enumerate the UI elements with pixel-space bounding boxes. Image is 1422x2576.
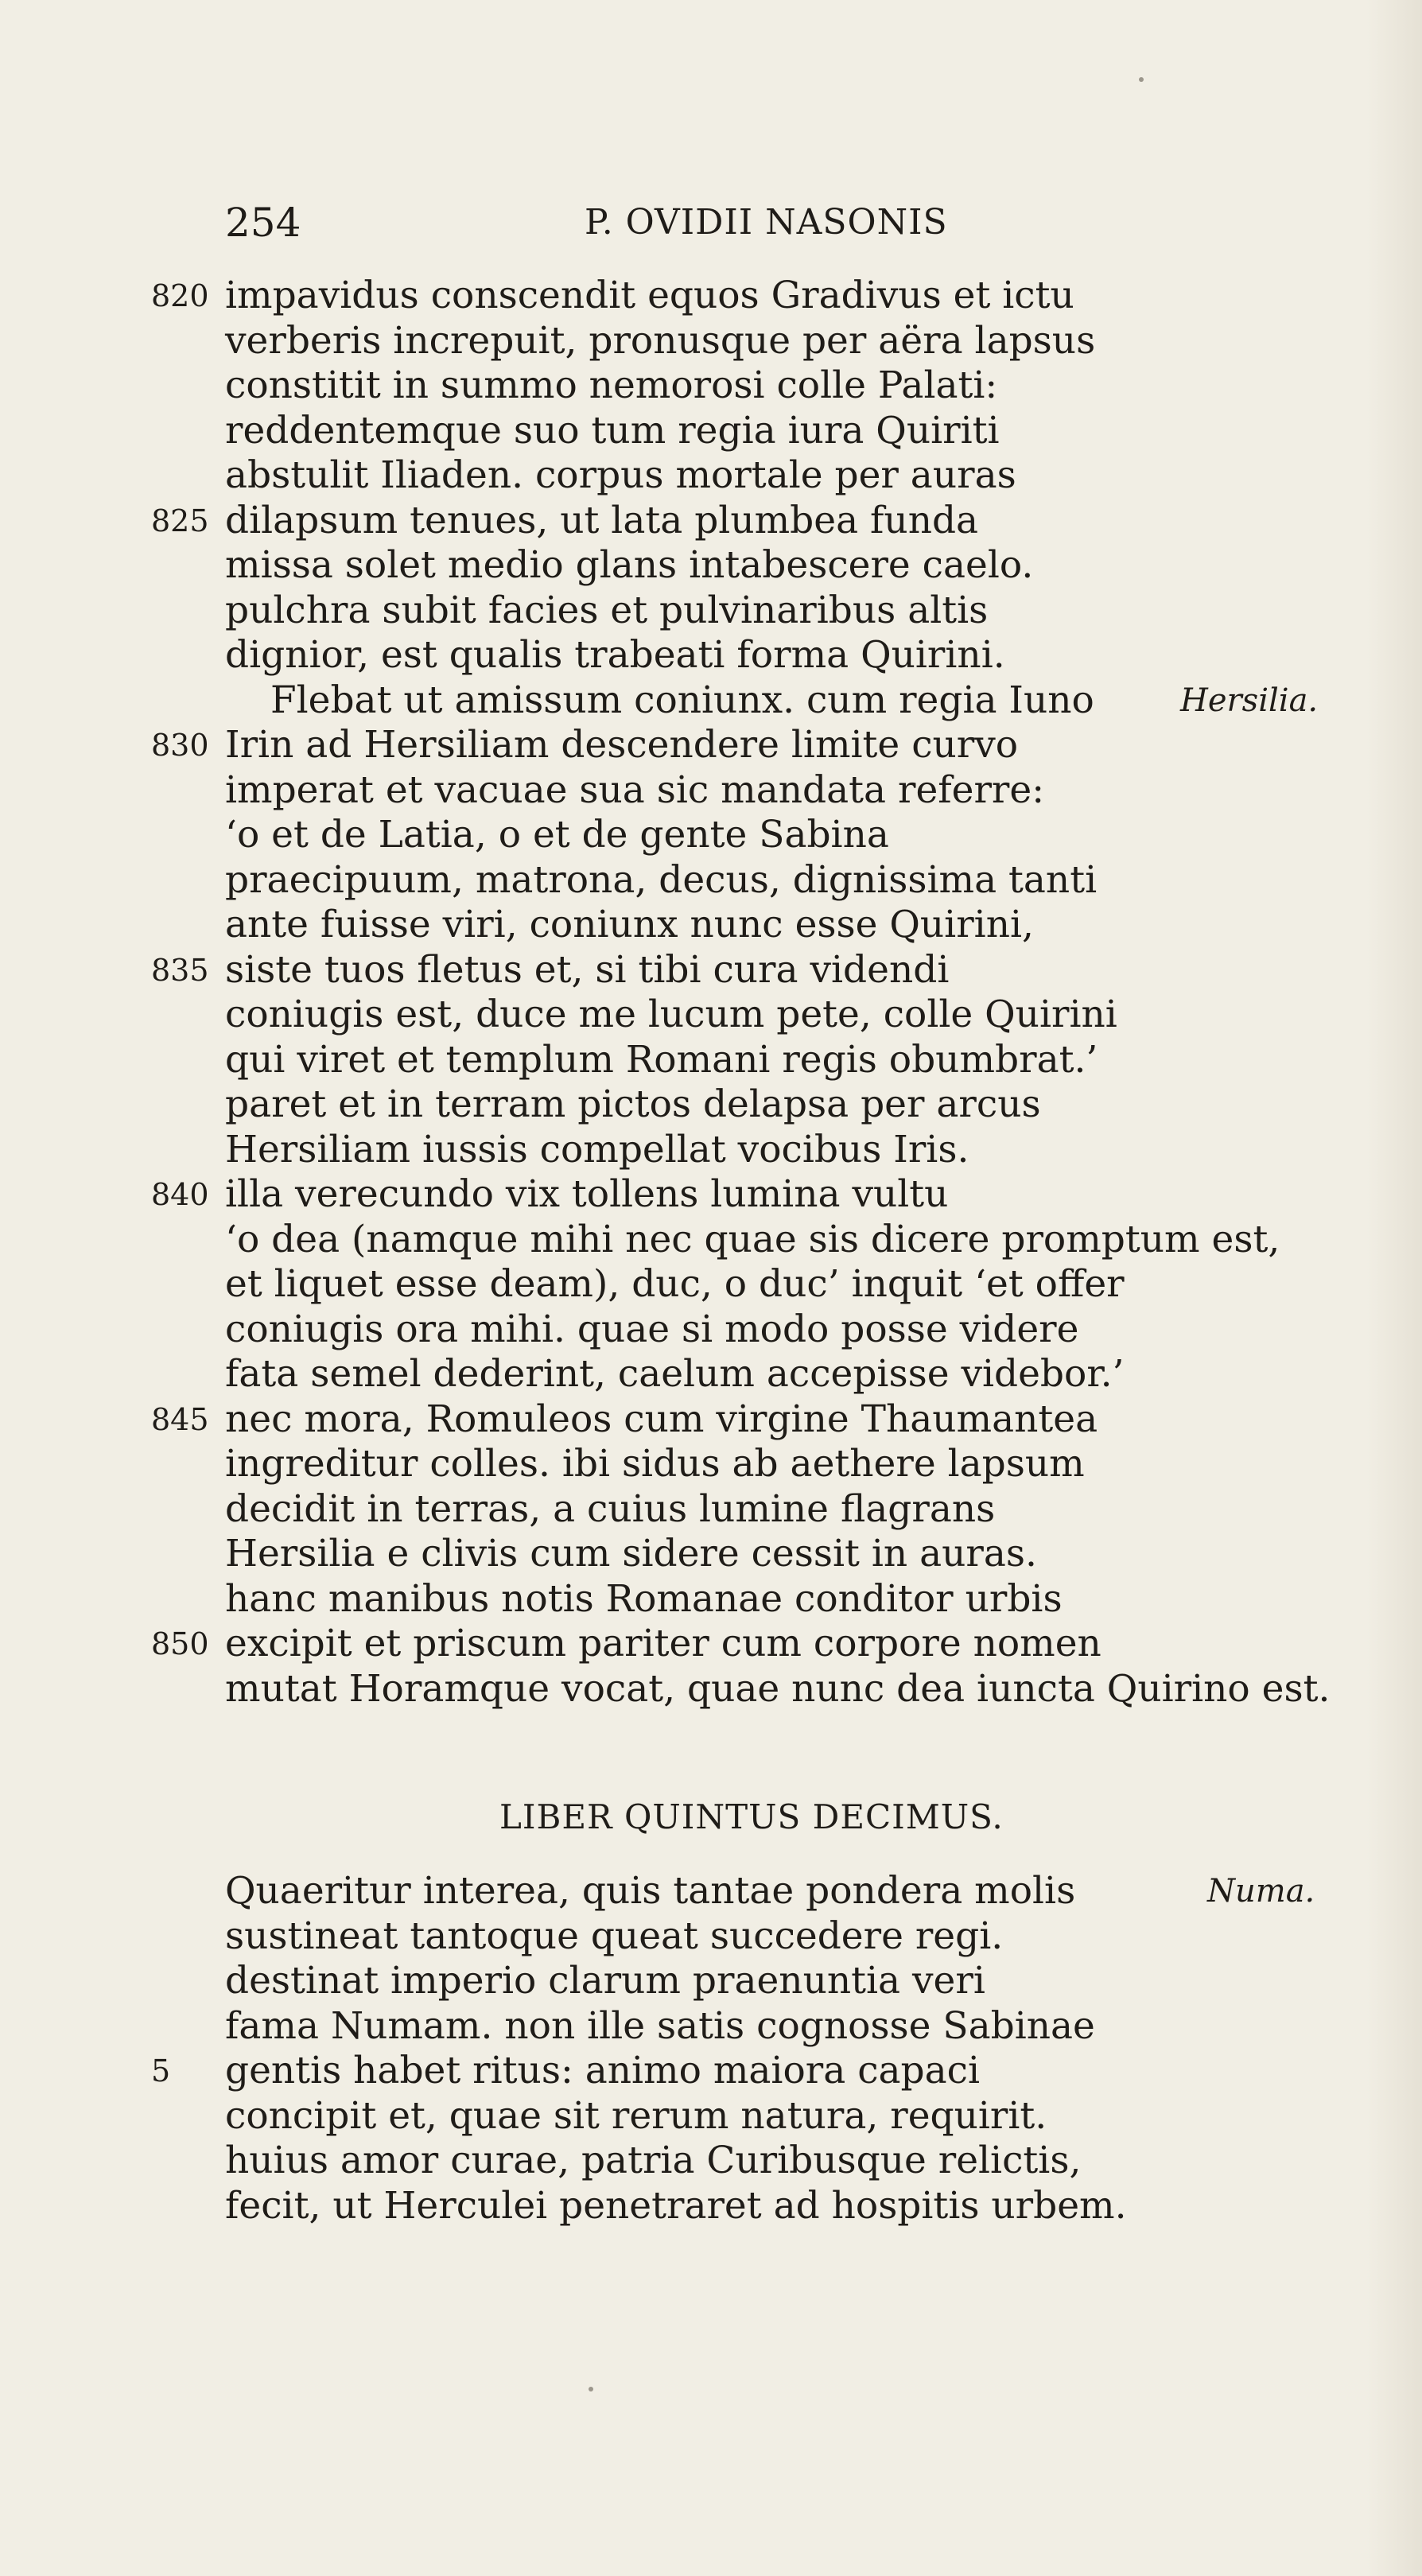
verse-text: ‘o et de Latia, o et de gente Sabina (225, 813, 889, 857)
verse-text: dignior, est qualis trabeati forma Quirini. (225, 633, 1005, 677)
verse-line (0, 1262, 1422, 1307)
verse-text: fama Numam. non ille satis cognosse Sabinae (225, 2003, 1095, 2048)
verse-line (0, 678, 1422, 724)
book-title: LIBER QUINTUS DECIMUS. (499, 1797, 1004, 1836)
line-number: 845 (151, 1401, 209, 1437)
verse-line (0, 1914, 1422, 1960)
verse-line (0, 723, 1422, 768)
verse-text: Hersilia e clivis cum sidere cessit in auras. (225, 1532, 1037, 1576)
verse-text: ante fuisse viri, coniunx nunc esse Quirini, (225, 903, 1034, 946)
verse-line (0, 2094, 1422, 2139)
verse-line (0, 1667, 1422, 1712)
verse-line (0, 499, 1422, 544)
line-number: 5 (151, 2053, 171, 2088)
verse-line (0, 858, 1422, 903)
line-number: 850 (151, 1626, 209, 1661)
verse-text: praecipuum, matrona, decus, dignissima tanti (225, 857, 1098, 902)
book-fourteen-text (0, 274, 1422, 1712)
page-header (0, 199, 1422, 247)
verse-text: ‘o dea (namque mihi nec quae sis dicere promptum est, (225, 1217, 1280, 1261)
verse-text: Quaeritur interea, quis tantae pondera molis (225, 1869, 1076, 1913)
book-fifteen-text (0, 1869, 1422, 2228)
verse-text: hanc manibus notis Romanae conditor urbis (225, 1576, 1063, 1621)
verse-text: siste tuos fletus et, si tibi cura videndi (225, 947, 950, 992)
verse-text: imperat et vacuae sua sic mandata referre: (225, 767, 1045, 812)
verse-line (0, 1128, 1422, 1173)
line-number: 830 (151, 728, 209, 763)
verse-line (0, 1307, 1422, 1353)
verse-text: illa verecundo vix tollens lumina vultu (225, 1172, 949, 1216)
verse-line (0, 2004, 1422, 2050)
margin-note-hersilia: Hersilia. (1180, 682, 1319, 719)
line-number: 840 (151, 1177, 209, 1212)
verse-text: nec mora, Romuleos cum virgine Thaumantea (225, 1397, 1098, 1441)
verse-text: fata semel dederint, caelum accepisse videbor.’ (225, 1352, 1125, 1396)
verse-text: paret et in terram pictos delapsa per arcus (225, 1082, 1041, 1126)
running-title: P. OVIDII NASONIS (585, 202, 948, 243)
page-number: 254 (225, 200, 301, 246)
verse-line (0, 1038, 1422, 1083)
verse-text: pulchra subit facies et pulvinaribus altis (225, 588, 989, 632)
verse-text: coniugis ora mihi. quae si modo posse videre (225, 1307, 1079, 1351)
verse-text: impavidus conscendit equos Gradivus et ictu (225, 274, 1074, 317)
line-number: 835 (151, 952, 209, 988)
verse-line (0, 363, 1422, 409)
verse-line (0, 274, 1422, 319)
verse-line (0, 1532, 1422, 1577)
verse-line (0, 1352, 1422, 1397)
verse-text: dilapsum tenues, ut lata plumbea funda (225, 498, 979, 542)
verse-text: et liquet esse deam), duc, o duc’ inquit ‘et offer (225, 1262, 1125, 1306)
paper-speck (1139, 77, 1144, 82)
verse-line (0, 1622, 1422, 1667)
verse-line (0, 543, 1422, 589)
verse-text: huius amor curae, patria Curibusque relictis, (225, 2139, 1082, 2182)
verse-text: sustineat tantoque queat succedere regi. (225, 1914, 1004, 1958)
line-number: 825 (151, 503, 209, 538)
verse-line (0, 2184, 1422, 2229)
verse-line (0, 633, 1422, 678)
verse-line (0, 1397, 1422, 1443)
verse-line (0, 1172, 1422, 1218)
verse-text: qui viret et templum Romani regis obumbrat.’ (225, 1037, 1098, 1082)
verse-line (0, 409, 1422, 454)
verse-text: Irin ad Hersiliam descendere limite curvo (225, 723, 1019, 767)
line-number: 820 (151, 278, 209, 313)
verse-text: decidit in terras, a cuius lumine flagrans (225, 1486, 996, 1531)
verse-line (0, 1082, 1422, 1128)
verse-line (0, 903, 1422, 948)
verse-text: constitit in summo nemorosi colle Palati: (225, 363, 998, 407)
verse-text: fecit, ut Herculei penetraret ad hospitis urbem. (225, 2183, 1127, 2228)
verse-line (0, 453, 1422, 499)
verse-line (0, 993, 1422, 1038)
verse-text: destinat imperio clarum praenuntia veri (225, 1959, 985, 2003)
verse-text: mutat Horamque vocat, quae nunc dea iuncta Quirino est. (225, 1666, 1331, 1711)
verse-text: coniugis est, duce me lucum pete, colle Quirini (225, 993, 1117, 1036)
margin-note-numa: Numa. (1207, 1873, 1315, 1910)
paper-speck (589, 2387, 593, 2391)
verse-text: concipit et, quae sit rerum natura, requirit. (225, 2093, 1047, 2138)
verse-text: excipit et priscum pariter cum corpore nomen (225, 1622, 1101, 1665)
verse-text: missa solet medio glans intabescere caelo. (225, 543, 1034, 587)
verse-text: reddentemque suo tum regia iura Quiriti (225, 408, 1000, 453)
verse-line (0, 2049, 1422, 2094)
verse-line (0, 768, 1422, 814)
verse-line (0, 813, 1422, 858)
verse-line (0, 1959, 1422, 2004)
verse-line (0, 319, 1422, 364)
verse-line (0, 948, 1422, 993)
verse-line (0, 2139, 1422, 2184)
verse-line (0, 589, 1422, 634)
verse-text: Hersiliam iussis compellat vocibus Iris. (225, 1127, 969, 1171)
verse-line (0, 1577, 1422, 1622)
verse-text: verberis increpuit, pronusque per aëra lapsus (225, 318, 1096, 363)
verse-text: gentis habet ritus: animo maiora capaci (225, 2049, 980, 2092)
verse-text: abstulit Iliaden. corpus mortale per auras (225, 453, 1016, 497)
verse-line (0, 1487, 1422, 1533)
verse-text: Flebat ut amissum coniunx. cum regia Iuno (270, 678, 1094, 722)
verse-line (0, 1869, 1422, 1914)
verse-line (0, 1218, 1422, 1263)
verse-text: ingreditur colles. ibi sidus ab aethere lapsum (225, 1442, 1085, 1486)
verse-line (0, 1442, 1422, 1487)
